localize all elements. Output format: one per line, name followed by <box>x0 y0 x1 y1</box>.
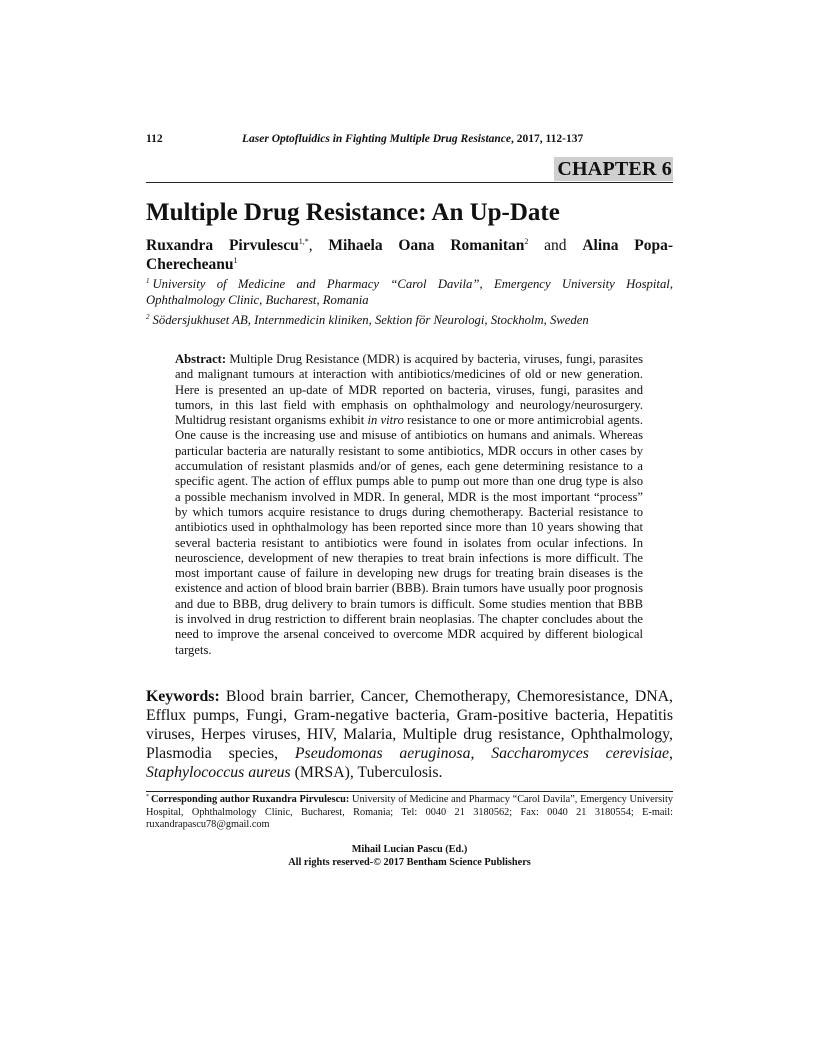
keyword-species: Saccharomyces cerevisiae <box>491 745 670 762</box>
journal-year-pages: , 2017, 112-137 <box>511 133 584 145</box>
keyword-separator: , <box>669 745 673 762</box>
keyword-separator: , <box>470 745 492 762</box>
publisher-block <box>146 844 673 869</box>
editor-line: Mihail Lucian Pascu (Ed.) <box>351 844 468 855</box>
author-name: Alina Popa-Cherecheanu <box>146 237 674 273</box>
copyright-line: All rights reserved-© 2017 Bentham Science Publishers <box>288 856 531 868</box>
article-title: Multiple Drug Resistance: An Up-Date <box>146 199 560 226</box>
author-affiliation-marker: 2 <box>524 236 529 246</box>
abstract-label: Abstract: <box>175 352 227 366</box>
affiliation-number: 2 <box>146 312 150 321</box>
affiliation-text: Södersjukhuset AB, Internmedicin kliniken, Sektion för Neurologi, Stockholm, Sweden <box>152 313 589 327</box>
page-number: 112 <box>146 133 163 145</box>
author-name: Ruxandra Pirvulescu <box>146 237 299 254</box>
keywords-label: Keywords: <box>146 688 220 705</box>
footnote-marker: * <box>146 793 149 800</box>
journal-title: Laser Optofluidics in Fighting Multiple Drug Resistance <box>242 133 512 145</box>
keyword-species: Pseudomonas aeruginosa <box>294 745 471 762</box>
abstract-text: resistance to one or more antimicrobial agents. One cause is the increasing use and misuse of antibiotics on humans and animals. Whereas particular bacteria are naturally resistant to some antibiotics, MDR occurs in other cases by accumulation of resistant plasmids and/or of genes, each gene determining resistance to a specific agent. The action of efflux pumps able to pump out more than one drug type is also a possible mechanism involved in MDR. In general, MDR is the most important “process” by which tumors acquire resistance to drugs during chemotherapy. Bacterial resistance to antibiotics used in ophthalmology has been reported since more than 10 years showing that several bacteria resistant to antibiotics were found in isolates from ocular infections. In neuroscience, development of new therapies to treat brain infections is more difficult. The most important cause of failure in developing new drugs for treating brain diseases is the existence and action of blood brain barrier (BBB). Brain tumors have usually poor prognosis and due to BBB, drug delivery to brain tumors is difficult. Some studies mention that BBB is involved in drug restriction to different brain neoplasias. The chapter concludes about the need to improve the arsenal conceived to overcome MDR acquired by different biological targets. <box>175 413 643 657</box>
keyword-species: Staphylococcus aureus <box>146 764 291 781</box>
author-list <box>146 236 673 274</box>
affiliation-text: University of Medicine and Pharmacy “Carol Davila”, Emergency University Hospital, Ophthalmology Clinic, Bucharest, Romania <box>146 277 673 307</box>
chapter-divider <box>146 182 673 183</box>
author-affiliation-marker: 1 <box>233 255 238 265</box>
author-affiliation-marker: 1,* <box>298 236 309 246</box>
keywords-text: Blood brain barrier, Cancer, Chemotherapy, Chemoresistance, DNA, Efflux pumps, Fungi, Gram-negative bacteria, Gram-positive bacteria, Hepatitis viruses, Herpes viruses, HIV, Malaria, Multiple drug resistance, Ophthalmology, Plasmodia species, <box>146 688 673 762</box>
corresponding-author-footnote <box>146 794 673 832</box>
affiliation-item <box>146 313 673 329</box>
abstract-italic-term: in vitro <box>367 413 404 428</box>
keywords-text: (MRSA), Tuberculosis. <box>290 764 443 781</box>
keywords-paragraph <box>146 687 673 782</box>
footnote-text: University of Medicine and Pharmacy “Carol Davila”, Emergency University Hospital, Ophthalmology Clinic, Bucharest, Romania; Tel: 0040 21 3180562; Fax: 0040 21 3180554; E-mail: ruxandrapascu78@gmail.com <box>146 794 673 831</box>
footnote-divider <box>146 791 673 792</box>
author-separator: , <box>308 237 313 254</box>
affiliation-number: 1 <box>146 276 150 285</box>
affiliations <box>146 277 673 329</box>
journal-citation <box>242 133 583 145</box>
abstract-paragraph <box>175 352 643 658</box>
chapter-label: CHAPTER 6 <box>554 157 673 181</box>
author-name: Mihaela Oana Romanitan <box>328 237 525 254</box>
footnote-label: Corresponding author Ruxandra Pirvulescu: <box>151 794 350 805</box>
abstract-text: Multiple Drug Resistance (MDR) is acquired by bacteria, viruses, fungi, parasites and malignant tumours at interaction with antibiotics/medicines of old or new generation. Here is presented an up-date of MDR reported on bacteria, viruses, fungi, parasites and tumors, in this last field with emphasis on ophthalmology and neurology/neurosurgery. Multidrug resistant organisms exhibit <box>175 352 643 428</box>
running-header <box>146 133 672 149</box>
affiliation-item <box>146 277 673 308</box>
author-conjunction: and <box>544 237 567 254</box>
